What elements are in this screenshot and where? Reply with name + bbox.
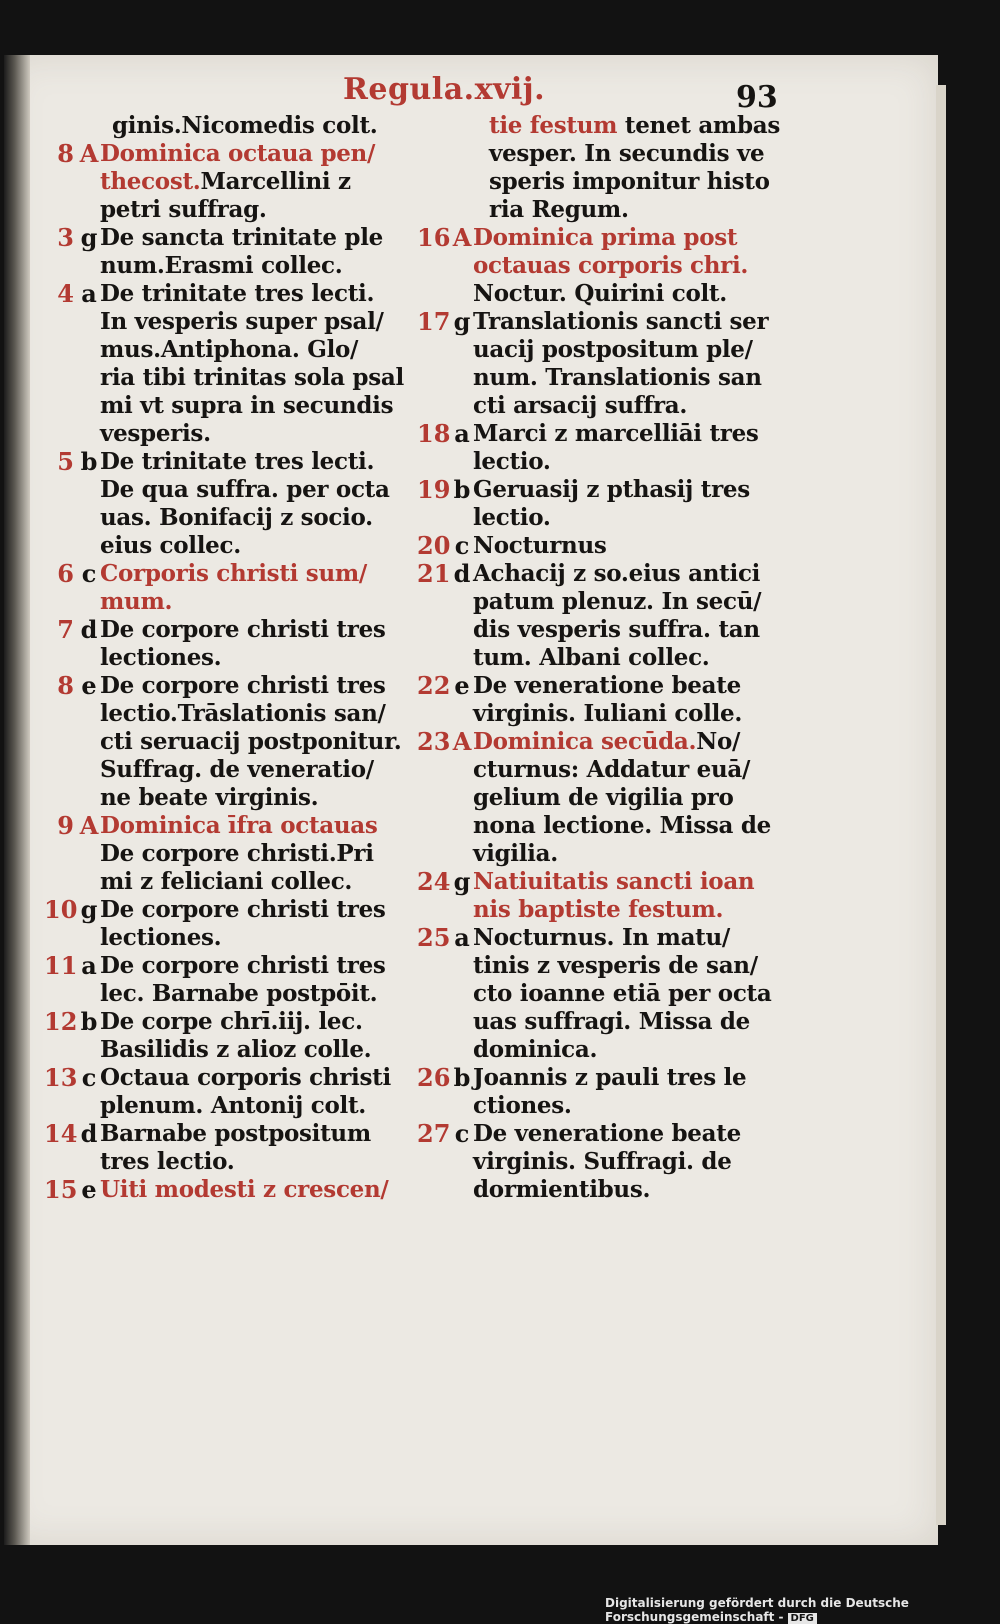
text-line: [100, 784, 404, 812]
text-line: [100, 140, 404, 168]
day-number: 14: [44, 1119, 78, 1148]
line-text: De corpore christi tres: [100, 672, 386, 699]
calendar-entry: [417, 560, 777, 672]
calendar-entry: [417, 308, 777, 420]
calendar-entry: [417, 224, 777, 308]
line-text: num.Erasmi collec.: [100, 252, 343, 279]
line-text: lectiones.: [100, 924, 222, 951]
text-line: [473, 980, 777, 1008]
text-line: [100, 1092, 404, 1120]
day-number: 4: [57, 279, 74, 308]
text-line: [473, 700, 777, 728]
text-line: [100, 532, 404, 560]
entry-text: [100, 280, 404, 448]
text-line: [473, 952, 777, 980]
entry-text: [100, 952, 404, 1008]
day-number: 17: [417, 307, 451, 336]
dominical-letter: g: [80, 223, 98, 252]
text-line: [100, 224, 404, 252]
entry-text: [100, 560, 404, 616]
line-text: De veneratione beate: [473, 1120, 741, 1147]
line-text: patum plenuz. In secū/: [473, 588, 762, 615]
rubric-text: Corporis christi sum/: [100, 560, 368, 587]
line-text: De sancta trinitate ple: [100, 224, 383, 251]
dominical-letter: a: [454, 419, 470, 448]
text-line: [473, 448, 777, 476]
dominical-letter: e: [81, 671, 97, 700]
calendar-entry: [417, 728, 777, 868]
entry-text: [100, 1120, 404, 1176]
line-text: vesperis.: [100, 420, 211, 447]
calendar-entry: [44, 616, 404, 672]
text-line: [473, 616, 777, 644]
line-text: Joannis z pauli tres le: [473, 1064, 747, 1091]
line-text: uas. Bonifacij z socio.: [100, 504, 373, 531]
text-line: [473, 280, 777, 308]
line-text: lectio.: [473, 448, 551, 475]
entry-text: [100, 812, 404, 896]
calendar-entry: [44, 1008, 404, 1064]
text-line: [489, 168, 777, 196]
rubric-text: Uiti modesti z crescen/: [100, 1176, 389, 1203]
calendar-entry: [417, 1120, 777, 1204]
day-number: 27: [417, 1119, 451, 1148]
text-line: [473, 672, 777, 700]
line-text: vigilia.: [473, 840, 558, 867]
text-line: [489, 196, 777, 224]
line-text: lectio.Trāslationis san/: [100, 700, 386, 727]
entry-text: [100, 140, 404, 224]
dominical-letter: d: [453, 559, 471, 588]
text-line: [473, 784, 777, 812]
day-number: 10: [44, 895, 78, 924]
text-line: [473, 1148, 777, 1176]
line-text: mus.Antiphona. Glo/: [100, 336, 359, 363]
calendar-entry: [417, 476, 777, 532]
line-text: Octaua corporis christi: [100, 1064, 391, 1091]
entry-text: [473, 420, 777, 476]
rubric-text: Natiuitatis sancti ioan: [473, 868, 755, 895]
line-text: lectiones.: [100, 644, 222, 671]
day-number: 18: [417, 419, 451, 448]
dominical-letter: a: [81, 279, 97, 308]
calendar-entry: [44, 896, 404, 952]
text-line: [100, 308, 404, 336]
line-text: lectio.: [473, 504, 551, 531]
text-line: [473, 1176, 777, 1204]
line-text: tres lectio.: [100, 1148, 235, 1175]
line-text: De corpore christi tres: [100, 896, 386, 923]
calendar-entry: [417, 1064, 777, 1120]
entry-text: [100, 616, 404, 672]
left-column: [44, 112, 404, 1204]
rubric-text: Dominica octaua pen/: [100, 140, 376, 167]
page-gutter: [4, 55, 30, 1545]
entry-text: [473, 728, 777, 868]
day-number: 21: [417, 559, 451, 588]
entry-text: [473, 1064, 777, 1120]
line-text: Noctur. Quirini colt.: [473, 280, 727, 307]
left-entries: [44, 140, 404, 1204]
calendar-entry: [44, 1064, 404, 1120]
line-text: tum. Albani collec.: [473, 644, 710, 671]
line-text: Marcellini z: [200, 168, 351, 195]
dominical-letter: d: [80, 1119, 98, 1148]
day-number: 25: [417, 923, 451, 952]
right-continuation: [417, 112, 780, 224]
text-line: [473, 336, 777, 364]
text-line: [100, 1176, 404, 1204]
rubric-text: nis baptiste festum.: [473, 896, 724, 923]
dominical-letter: a: [81, 951, 97, 980]
text-line: [473, 812, 777, 840]
day-number: 22: [417, 671, 451, 700]
text-line: [489, 112, 780, 140]
dominical-letter: b: [453, 475, 471, 504]
line-text: uacij postpositum ple/: [473, 336, 753, 363]
text-line: [100, 896, 404, 924]
text-line: [100, 1148, 404, 1176]
text-line: [100, 280, 404, 308]
text-line: [100, 980, 404, 1008]
text-line: [473, 1092, 777, 1120]
line-text: Basilidis z alioz colle.: [100, 1036, 372, 1063]
line-text: ria tibi trinitas sola psal: [100, 364, 404, 391]
entry-text: [473, 476, 777, 532]
text-line: [473, 588, 777, 616]
line-text: De trinitate tres lecti.: [100, 448, 375, 475]
calendar-entry: [44, 224, 404, 280]
text-line: [100, 420, 404, 448]
rubric-text: Dominica secūda.: [473, 728, 697, 755]
text-line: [473, 224, 777, 252]
line-text: tenet ambas: [617, 112, 780, 139]
running-title: Regula.xvij.: [343, 72, 546, 107]
line-text: mi z feliciani collec.: [100, 868, 353, 895]
calendar-entry: [417, 672, 777, 728]
dfg-logo: DFG: [788, 1613, 817, 1624]
calendar-entry: [44, 1120, 404, 1176]
text-line: [100, 588, 404, 616]
day-number: 8: [57, 671, 74, 700]
text-line: [473, 364, 777, 392]
entry-text: [100, 224, 404, 280]
line-text: Translationis sancti ser: [473, 308, 769, 335]
dominical-letter: c: [81, 1063, 97, 1092]
continuation-line: ginis.Nicomedis colt.: [112, 112, 378, 139]
line-text: eius collec.: [100, 532, 241, 559]
dominical-letter: e: [81, 1175, 97, 1204]
day-number: 8: [57, 139, 74, 168]
text-line: [100, 560, 404, 588]
line-text: De veneratione beate: [473, 672, 741, 699]
text-line: [473, 1064, 777, 1092]
line-text: ria Regum.: [489, 196, 629, 223]
text-line: [473, 504, 777, 532]
entry-text: [473, 672, 777, 728]
line-text: De trinitate tres lecti.: [100, 280, 375, 307]
day-number: 6: [57, 559, 74, 588]
calendar-entry: [44, 672, 404, 812]
calendar-entry: [44, 140, 404, 224]
day-number: 7: [57, 615, 74, 644]
text-line: [473, 840, 777, 868]
dominical-letter: e: [454, 671, 470, 700]
line-text: plenum. Antonij colt.: [100, 1092, 366, 1119]
line-text: lec. Barnabe postpōit.: [100, 980, 378, 1007]
dominical-letter: g: [453, 307, 471, 336]
dominical-letter: A: [79, 139, 99, 168]
text-line: [100, 812, 404, 840]
entry-text: [473, 224, 777, 308]
text-line: [100, 168, 404, 196]
calendar-entry: [44, 1176, 404, 1204]
text-line: [100, 364, 404, 392]
text-line: [100, 392, 404, 420]
dominical-letter: b: [80, 447, 98, 476]
text-line: [100, 924, 404, 952]
day-number: 23: [417, 727, 451, 756]
folio-number: 93: [736, 80, 778, 115]
text-line: [473, 252, 777, 280]
calendar-entry: [417, 532, 777, 560]
text-line: [473, 728, 777, 756]
text-line: [489, 140, 777, 168]
calendar-entry: [44, 448, 404, 560]
footer-text: Digitalisierung gefördert durch die Deutsche Forschungsgemeinschaft -: [605, 1596, 909, 1624]
rubric-text: octauas corporis chri.: [473, 252, 749, 279]
calendar-entry: [417, 868, 777, 924]
rubric-text: Dominica prima post: [473, 224, 738, 251]
line-text: petri suffrag.: [100, 196, 267, 223]
dominical-letter: c: [454, 531, 470, 560]
dominical-letter: A: [452, 727, 472, 756]
text-line: [100, 1008, 404, 1036]
line-text: vesper. In secundis ve: [489, 140, 765, 167]
text-line: [100, 1064, 404, 1092]
text-line: [473, 420, 777, 448]
line-text: nona lectione. Missa de: [473, 812, 771, 839]
line-text: cturnus: Addatur euā/: [473, 756, 751, 783]
entry-text: [473, 868, 777, 924]
line-text: virginis. Suffragi. de: [473, 1148, 732, 1175]
text-line: [100, 1120, 404, 1148]
text-line: [100, 252, 404, 280]
day-number: 15: [44, 1175, 78, 1204]
text-line: [473, 1120, 777, 1148]
text-line: [100, 448, 404, 476]
line-text: De corpe chrī.iij. lec.: [100, 1008, 363, 1035]
rubric-text: Dominica īfra octauas: [100, 812, 378, 839]
entry-text: [473, 532, 777, 560]
dominical-letter: g: [80, 895, 98, 924]
line-text: Barnabe postpositum: [100, 1120, 371, 1147]
dominical-letter: a: [454, 923, 470, 952]
day-number: 19: [417, 475, 451, 504]
text-line: [473, 924, 777, 952]
dominical-letter: c: [81, 559, 97, 588]
day-number: 3: [57, 223, 74, 252]
line-text: num. Translationis san: [473, 364, 762, 391]
dominical-letter: c: [454, 1119, 470, 1148]
line-text: Nocturnus. In matu/: [473, 924, 731, 951]
entry-text: [473, 560, 777, 672]
text-line: [100, 616, 404, 644]
entry-text: [100, 1176, 404, 1204]
line-text: Geruasij z pthasij tres: [473, 476, 750, 503]
day-number: 16: [417, 223, 451, 252]
line-text: dis vesperis suffra. tan: [473, 616, 760, 643]
entry-text: [100, 672, 404, 812]
day-number: 20: [417, 531, 451, 560]
text-line: [473, 1008, 777, 1036]
text-line: [100, 672, 404, 700]
line-text: Suffrag. de veneratio/: [100, 756, 374, 783]
dominical-letter: b: [453, 1063, 471, 1092]
calendar-entry: [417, 924, 777, 1064]
entry-text: [100, 1008, 404, 1064]
text-line: [100, 504, 404, 532]
text-line: [473, 308, 777, 336]
calendar-entry: [44, 280, 404, 448]
line-text: mi vt supra in secundis: [100, 392, 394, 419]
text-line: [100, 756, 404, 784]
text-line: [100, 868, 404, 896]
line-text: cto ioanne etiā per octa: [473, 980, 772, 1007]
text-line: [100, 476, 404, 504]
line-text: De corpore christi tres: [100, 616, 386, 643]
line-text: Marci z marcelliāi tres: [473, 420, 759, 447]
right-entries: [417, 224, 777, 1204]
text-line: [473, 1036, 777, 1064]
dominical-letter: A: [452, 223, 472, 252]
line-text: speris imponitur histo: [489, 168, 770, 195]
line-text: cti seruacij postponitur.: [100, 728, 402, 755]
rubric-text: mum.: [100, 588, 173, 615]
calendar-entry: [417, 420, 777, 476]
line-text: ne beate virginis.: [100, 784, 319, 811]
day-number: 9: [57, 811, 74, 840]
right-column: [417, 112, 780, 1204]
line-text: dominica.: [473, 1036, 598, 1063]
dominical-letter: g: [453, 867, 471, 896]
calendar-entry: [44, 812, 404, 896]
text-line: [100, 336, 404, 364]
text-line: [100, 840, 404, 868]
text-line: [473, 896, 777, 924]
dominical-letter: d: [80, 615, 98, 644]
text-line: [100, 1036, 404, 1064]
text-line: [473, 756, 777, 784]
day-number: 11: [44, 951, 78, 980]
text-line: [100, 952, 404, 980]
text-line: [473, 868, 777, 896]
line-text: ctiones.: [473, 1092, 572, 1119]
entry-text: [473, 924, 777, 1064]
day-number: 12: [44, 1007, 78, 1036]
day-number: 13: [44, 1063, 78, 1092]
text-line: [473, 532, 777, 560]
entry-text: [100, 896, 404, 952]
text-line: [473, 392, 777, 420]
line-text: virginis. Iuliani colle.: [473, 700, 743, 727]
text-line: [473, 560, 777, 588]
line-text: De corpore christi.Pri: [100, 840, 374, 867]
day-number: 26: [417, 1063, 451, 1092]
line-text: No/: [696, 728, 741, 755]
text-line: [100, 728, 404, 756]
calendar-entry: [44, 560, 404, 616]
day-number: 24: [417, 867, 451, 896]
line-text: cti arsacij suffra.: [473, 392, 688, 419]
line-text: Nocturnus: [473, 532, 607, 559]
text-line: [473, 644, 777, 672]
line-text: gelium de vigilia pro: [473, 784, 734, 811]
entry-text: [100, 1064, 404, 1120]
entry-text: [100, 448, 404, 560]
entry-text: [473, 308, 777, 420]
line-text: In vesperis super psal/: [100, 308, 384, 335]
text-line: [473, 476, 777, 504]
text-line: [100, 196, 404, 224]
text-line: [100, 644, 404, 672]
day-number: 5: [57, 447, 74, 476]
line-text: De corpore christi tres: [100, 952, 386, 979]
text-line: [100, 700, 404, 728]
rubric-text: thecost.: [100, 168, 201, 195]
line-text: tinis z vesperis de san/: [473, 952, 758, 979]
entry-text: [473, 1120, 777, 1204]
rubric-text: tie festum: [489, 112, 618, 139]
line-text: Achacij z so.eius antici: [473, 560, 761, 587]
line-text: uas suffragi. Missa de: [473, 1008, 751, 1035]
dominical-letter: b: [80, 1007, 98, 1036]
calendar-entry: [44, 952, 404, 1008]
dominical-letter: A: [79, 811, 99, 840]
line-text: De qua suffra. per octa: [100, 476, 390, 503]
line-text: dormientibus.: [473, 1176, 651, 1203]
